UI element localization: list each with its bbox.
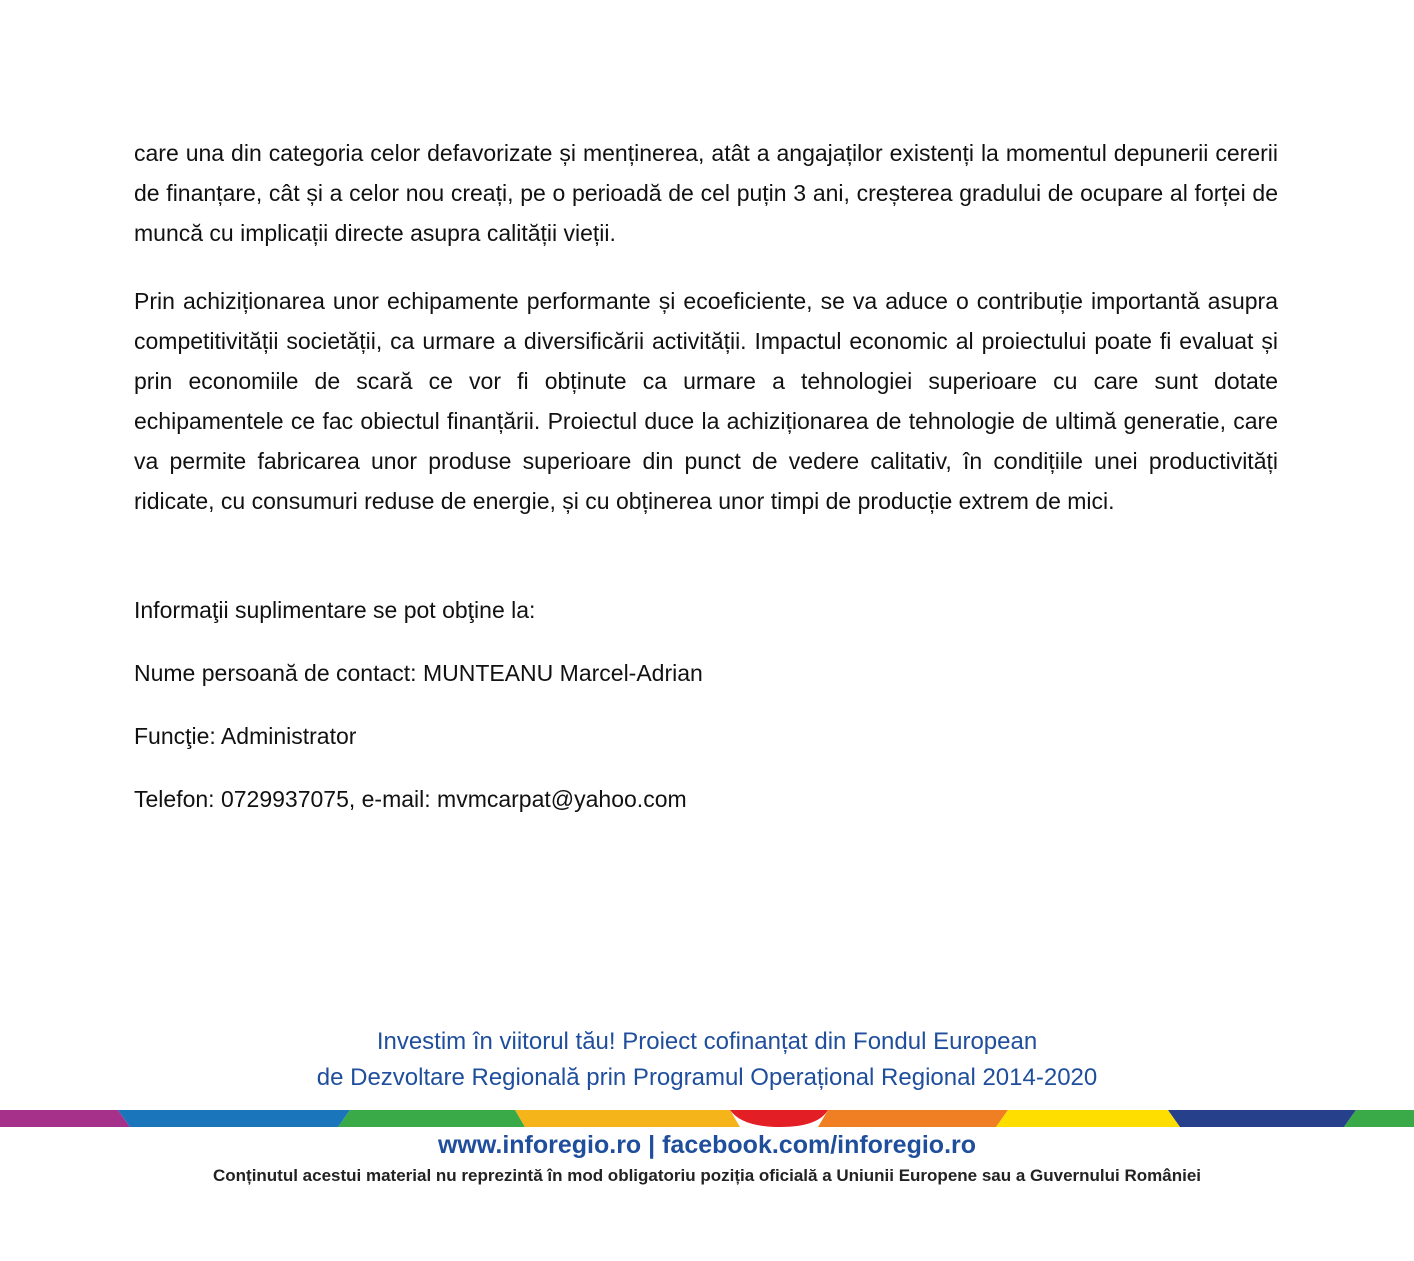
stripe-orange bbox=[818, 1110, 1008, 1127]
stripe-purple bbox=[0, 1110, 130, 1127]
document-body bbox=[134, 133, 1278, 549]
stripe-blue bbox=[118, 1110, 350, 1127]
rainbow-stripe bbox=[0, 1110, 1414, 1127]
footer-links: www.inforegio.ro | facebook.com/inforegio.ro bbox=[437, 1131, 977, 1159]
rainbow-stripe-graphic bbox=[0, 1110, 1414, 1127]
stripe-red bbox=[730, 1110, 828, 1127]
contact-intro: Informaţii suplimentare se pot obţine la: bbox=[134, 597, 536, 623]
stripe-navy bbox=[1168, 1110, 1356, 1127]
body-paragraph-2: Prin achiziționarea unor echipamente performante și ecoeficiente, se va aduce o contribuție importantă asupra competitivității societății, ca urmare a diversificării activității. Impactul economic al proiectului poate fi evaluat și prin economiile de scară ce vor fi obținute ca urmare a tehnologiei superioare cu care sunt dotate echipamentele ce fac obiectul finanțării. Proiectul duce la achiziționarea de tehnologie de ultimă generatie, care va permite fabricarea unor produse superioare din punct de vedere calitativ, în condițiile unei productivități ridicate, cu consumuri reduse de energie, și cu obținerea unor timpi de producție extrem de mici. bbox=[134, 288, 1278, 514]
footer-slogan bbox=[0, 1024, 1414, 1096]
contact-phone-email: Telefon: 0729937075, e-mail: mvmcarpat@yahoo.com bbox=[134, 786, 687, 812]
stripe-green-end bbox=[1344, 1110, 1414, 1127]
stripe-yellow bbox=[996, 1110, 1180, 1127]
body-paragraph-1: care una din categoria celor defavorizate și menținerea, atât a angajaților existenți la momentul depunerii cererii de finanțare, cât și a celor nou creați, pe o perioadă de cel puțin 3 ani, creșterea gradului de ocupare al forței de muncă cu implicații directe asupra calității vieții. bbox=[134, 140, 1278, 246]
stripe-green bbox=[338, 1110, 525, 1127]
footer-slogan-line-2: de Dezvoltare Regională prin Programul Operațional Regional 2014-2020 bbox=[316, 1064, 1098, 1091]
stripe-yellow-orange bbox=[515, 1110, 740, 1127]
contact-function: Funcţie: Administrator bbox=[134, 723, 357, 749]
footer-slogan-line-1: Investim în viitorul tău! Proiect cofinanțat din Fondul European bbox=[376, 1028, 1038, 1055]
contact-name: Nume persoană de contact: MUNTEANU Marcel-Adrian bbox=[134, 660, 703, 686]
footer-disclaimer: Conținutul acestui material nu reprezintă în mod obligatoriu poziția oficială a Uniunii Europene sau a Guvernului României bbox=[212, 1166, 1202, 1185]
